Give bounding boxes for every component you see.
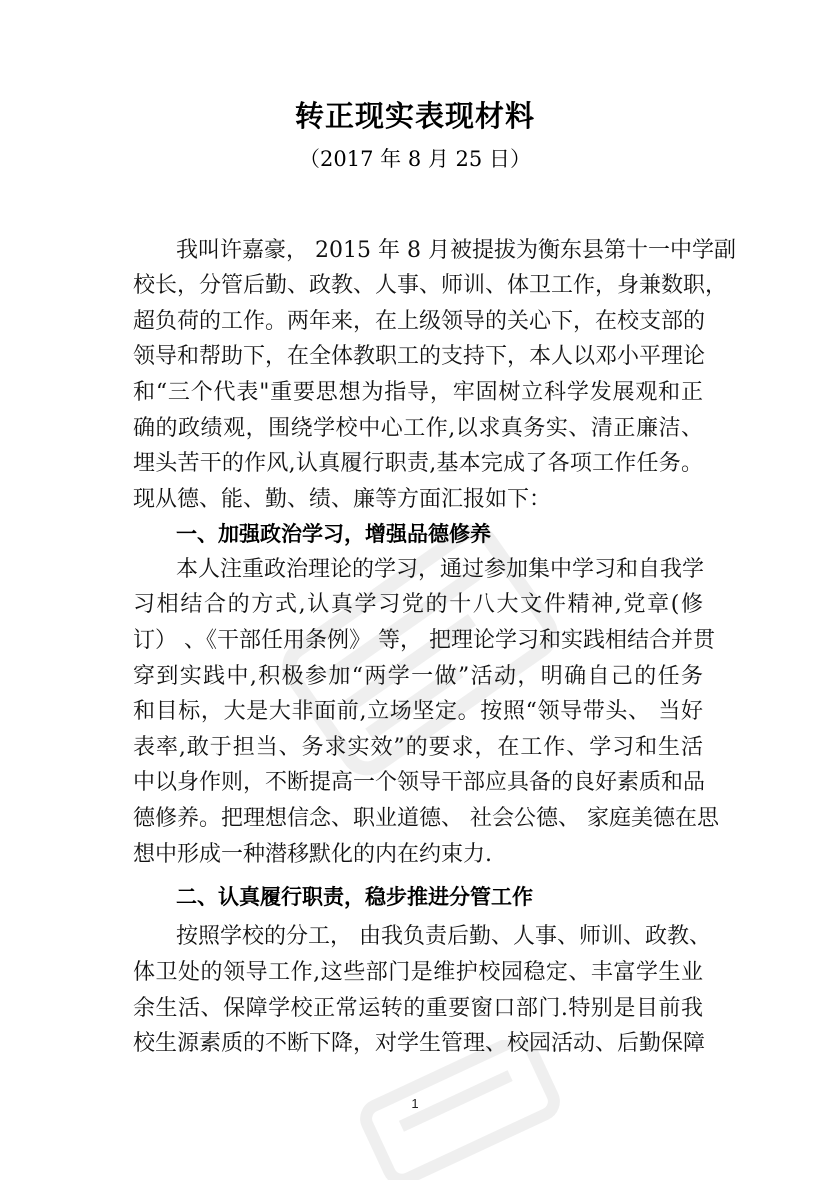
page-title: 转正现实表现材料 [294, 99, 535, 133]
paragraph-line: 现从德、能、勤、绩、廉等方面汇报如下： [133, 487, 552, 512]
paragraph-line: 埋头苦干的作风,认真履行职责,基本完成了各项工作任务。 [133, 451, 703, 476]
paragraph-line: 我叫许嘉豪， 2015 年 8 月被提拔为衡东县第十一中学副 [176, 238, 736, 263]
paragraph-line: 领导和帮助下，在全体教职工的支持下，本人以邓小平理论 [133, 344, 706, 369]
paragraph-line: 校长，分管后勤、政教、人事、师训、体卫工作，身兼数职， [133, 273, 728, 298]
paragraph-line: 超负荷的工作。两年来，在上级领导的关心下，在校支部的 [133, 309, 706, 334]
paragraph-line: 习相结合的方式,认真学习党的十八大文件精神,党章(修 [133, 592, 703, 617]
paragraph-line: 确的政绩观，围绕学校中心工作,以求真务实、清正廉洁、 [133, 416, 703, 441]
paragraph-line: 中以身作则，不断提高一个领导干部应具备的良好素质和品 [133, 770, 706, 795]
paragraph-line: 本人注重政治理论的学习，通过参加集中学习和自我学 [176, 557, 705, 582]
section-heading-2: 二、认真履行职责，稳步推进分管工作 [176, 885, 533, 909]
paragraph-line: 和“三个代表"重要思想为指导，牢固树立科学发展观和正 [133, 380, 703, 405]
paragraph-line: 和目标，大是大非面前,立场坚定。按照“领导带头、 当好 [133, 699, 703, 724]
paragraph-line: 德修养。把理想信念、职业道德、 社会公德、 家庭美德在思 [133, 806, 719, 831]
document-date: （2017 年 8 月 25 日） [299, 147, 531, 171]
paragraph-line: 余生活、保障学校正常运转的重要窗口部门.特别是目前我 [133, 996, 703, 1021]
page-number: 1 [411, 1096, 419, 1111]
paragraph-line: 体卫处的领导工作,这些部门是维护校园稳定、丰富学生业 [133, 960, 703, 985]
paragraph-line: 按照学校的分工， 由我负责后勤、人事、师训、政教、 [176, 924, 711, 949]
paragraph-line: 校生源素质的不断下降，对学生管理、校园活动、后勤保障 [133, 1031, 706, 1056]
paragraph-line: 想中形成一种潜移默化的内在约束力. [133, 842, 492, 867]
section-heading-1: 一、加强政治学习，增强品德修养 [176, 522, 491, 546]
paragraph-line: 穿到实践中,积极参加“两学一做”活动，明确自己的任务 [133, 664, 703, 689]
paragraph-line: 订） 、《干部任用条例》 等， 把理论学习和实践相结合并贯 [133, 628, 715, 653]
paragraph-line: 表率,敢于担当、务求实效”的要求，在工作、学习和生活 [133, 735, 703, 760]
